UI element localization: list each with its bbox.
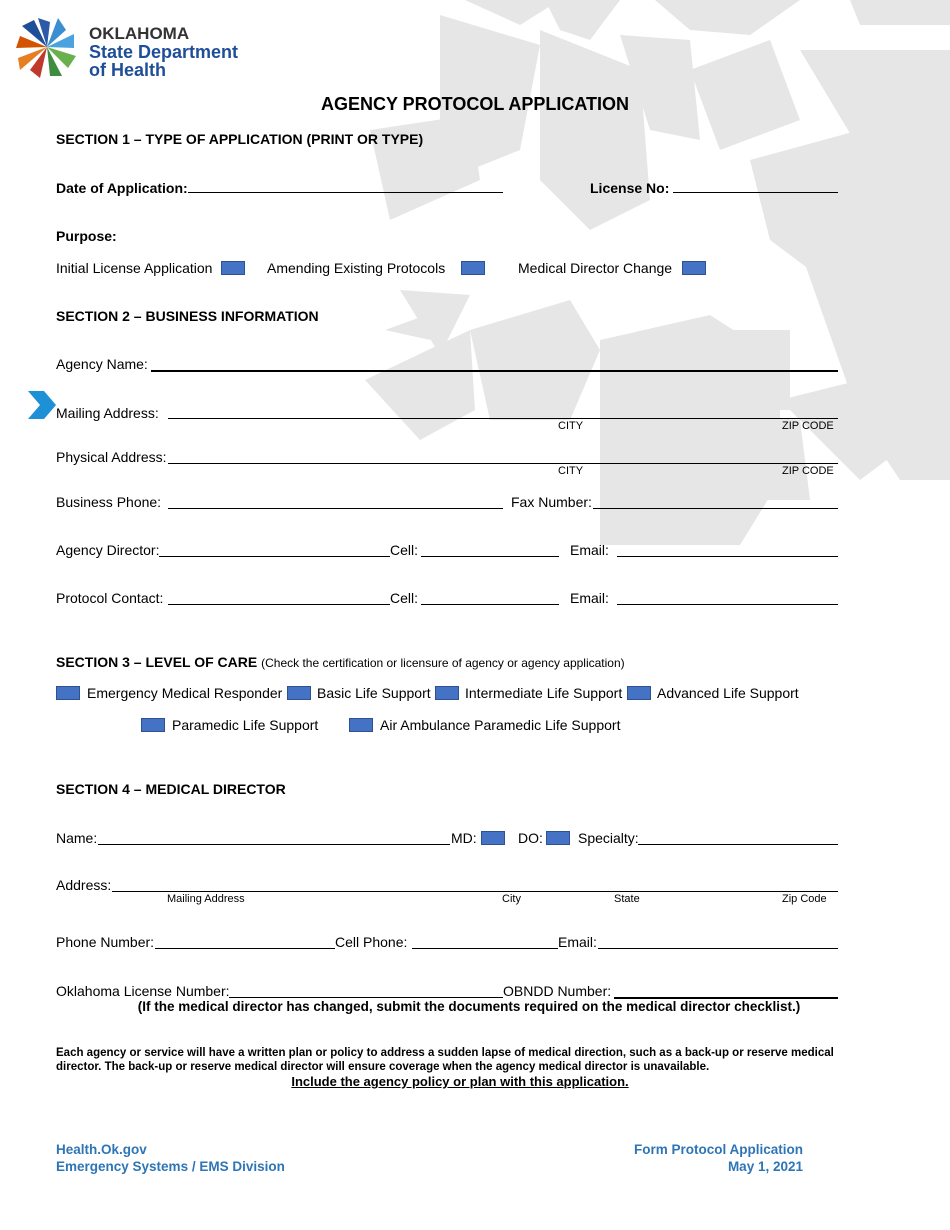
license-no-field[interactable]	[673, 192, 838, 193]
level-emr-checkbox[interactable]	[56, 686, 80, 700]
level-paramedic-label: Paramedic Life Support	[172, 717, 319, 733]
level-air-ambulance-label: Air Ambulance Paramedic Life Support	[380, 717, 621, 733]
section3-heading: SECTION 3 – LEVEL OF CARE	[56, 654, 258, 670]
purpose-option-initial-label: Initial License Application	[56, 260, 213, 276]
do-label: DO:	[518, 830, 543, 846]
ok-license-number-label: Oklahoma License Number:	[56, 983, 230, 999]
md-mailing-address-caption: Mailing Address	[167, 893, 245, 905]
level-air-ambulance-checkbox[interactable]	[349, 718, 373, 732]
section4-heading: SECTION 4 – MEDICAL DIRECTOR	[56, 781, 286, 797]
md-name-field[interactable]	[98, 844, 450, 845]
purpose-director-change-checkbox[interactable]	[682, 261, 706, 275]
md-cell-phone-field[interactable]	[412, 948, 558, 949]
footer-website: Health.Ok.gov	[56, 1142, 147, 1157]
contact-email-field[interactable]	[617, 604, 838, 605]
do-checkbox[interactable]	[546, 831, 570, 845]
md-label: MD:	[451, 830, 477, 846]
specialty-field[interactable]	[638, 844, 838, 845]
section3-note: (Check the certification or licensure of agency or agency application)	[261, 656, 625, 670]
agency-name-label: Agency Name:	[56, 356, 148, 372]
agency-director-label: Agency Director:	[56, 542, 160, 558]
ok-license-number-field[interactable]	[229, 997, 503, 998]
purpose-label: Purpose:	[56, 228, 117, 244]
level-paramedic-checkbox[interactable]	[141, 718, 165, 732]
md-address-label: Address:	[56, 877, 112, 893]
purpose-option-amending-label: Amending Existing Protocols	[267, 260, 446, 276]
md-city-caption: City	[502, 893, 521, 905]
director-cell-field[interactable]	[421, 556, 559, 557]
section2-heading: SECTION 2 – BUSINESS INFORMATION	[56, 308, 319, 324]
business-phone-label: Business Phone:	[56, 494, 162, 510]
level-bls-label: Basic Life Support	[317, 685, 431, 701]
agency-name-field[interactable]	[151, 370, 838, 372]
physical-city-caption: CITY	[558, 465, 584, 477]
ok-health-logo-icon	[14, 14, 80, 80]
policy-text: Each agency or service will have a written plan or policy to address a sudden lapse of medical direction, such as a back-up or reserve medical director. The back-up or reserve medical director will ensure coverage when the agency medical director is unavailable.	[56, 1047, 834, 1073]
protocol-contact-field[interactable]	[168, 604, 390, 605]
protocol-contact-label: Protocol Contact:	[56, 590, 164, 606]
logo-text-of-health: of Health	[89, 60, 167, 80]
obndd-number-label: OBNDD Number:	[503, 983, 612, 999]
specialty-label: Specialty:	[578, 830, 639, 846]
md-email-label: Email:	[558, 934, 597, 950]
level-ils-label: Intermediate Life Support	[465, 685, 623, 701]
md-phone-label: Phone Number:	[56, 934, 155, 950]
footer-date: May 1, 2021	[727, 1159, 803, 1174]
section1-heading: SECTION 1 – TYPE OF APPLICATION (PRINT OR TYPE)	[56, 131, 424, 147]
contact-email-label: Email:	[570, 590, 609, 606]
agency-director-field[interactable]	[159, 556, 390, 557]
level-ils-checkbox[interactable]	[435, 686, 459, 700]
date-of-application-field[interactable]	[188, 192, 503, 193]
logo-text-state-department: State Department	[89, 42, 239, 62]
level-bls-checkbox[interactable]	[287, 686, 311, 700]
director-email-field[interactable]	[617, 556, 838, 557]
md-address-field[interactable]	[112, 891, 838, 892]
logo-text-oklahoma: OKLAHOMA	[89, 24, 190, 43]
level-als-label: Advanced Life Support	[657, 685, 799, 701]
fax-number-label: Fax Number:	[511, 494, 592, 510]
footer-form-name: Form Protocol Application	[633, 1142, 803, 1157]
contact-cell-label: Cell:	[390, 590, 419, 606]
md-state-caption: State	[614, 893, 640, 905]
md-name-label: Name:	[56, 830, 98, 846]
mailing-address-field[interactable]	[168, 418, 838, 419]
physical-address-label: Physical Address:	[56, 449, 167, 465]
director-changed-note: (If the medical director has changed, submit the documents required on the medical director checklist.)	[137, 999, 801, 1014]
business-phone-field[interactable]	[168, 508, 503, 509]
purpose-amending-checkbox[interactable]	[461, 261, 485, 275]
md-phone-field[interactable]	[155, 948, 335, 949]
md-zip-caption: Zip Code	[782, 893, 827, 905]
physical-address-field[interactable]	[168, 463, 838, 464]
policy-include-note: Include the agency policy or plan with this application.	[291, 1074, 629, 1089]
mailing-zip-caption: ZIP CODE	[782, 420, 834, 432]
mailing-address-label: Mailing Address:	[56, 405, 159, 421]
director-email-label: Email:	[570, 542, 609, 558]
contact-cell-field[interactable]	[421, 604, 559, 605]
footer-division: Emergency Systems / EMS Division	[56, 1159, 285, 1174]
mailing-city-caption: CITY	[558, 420, 584, 432]
level-emr-label: Emergency Medical Responder	[87, 685, 283, 701]
section3-heading-row	[56, 654, 625, 670]
purpose-option-director-change-label: Medical Director Change	[518, 260, 673, 276]
level-als-checkbox[interactable]	[627, 686, 651, 700]
md-checkbox[interactable]	[481, 831, 505, 845]
md-email-field[interactable]	[598, 948, 838, 949]
physical-zip-caption: ZIP CODE	[782, 465, 834, 477]
form-title: AGENCY PROTOCOL APPLICATION	[320, 94, 630, 114]
arrow-marker-icon	[28, 391, 56, 419]
purpose-initial-checkbox[interactable]	[221, 261, 245, 275]
date-of-application-label: Date of Application:	[56, 180, 188, 196]
fax-number-field[interactable]	[593, 508, 838, 509]
director-cell-label: Cell:	[390, 542, 419, 558]
license-no-label: License No:	[590, 180, 670, 196]
md-cell-phone-label: Cell Phone:	[335, 934, 408, 950]
